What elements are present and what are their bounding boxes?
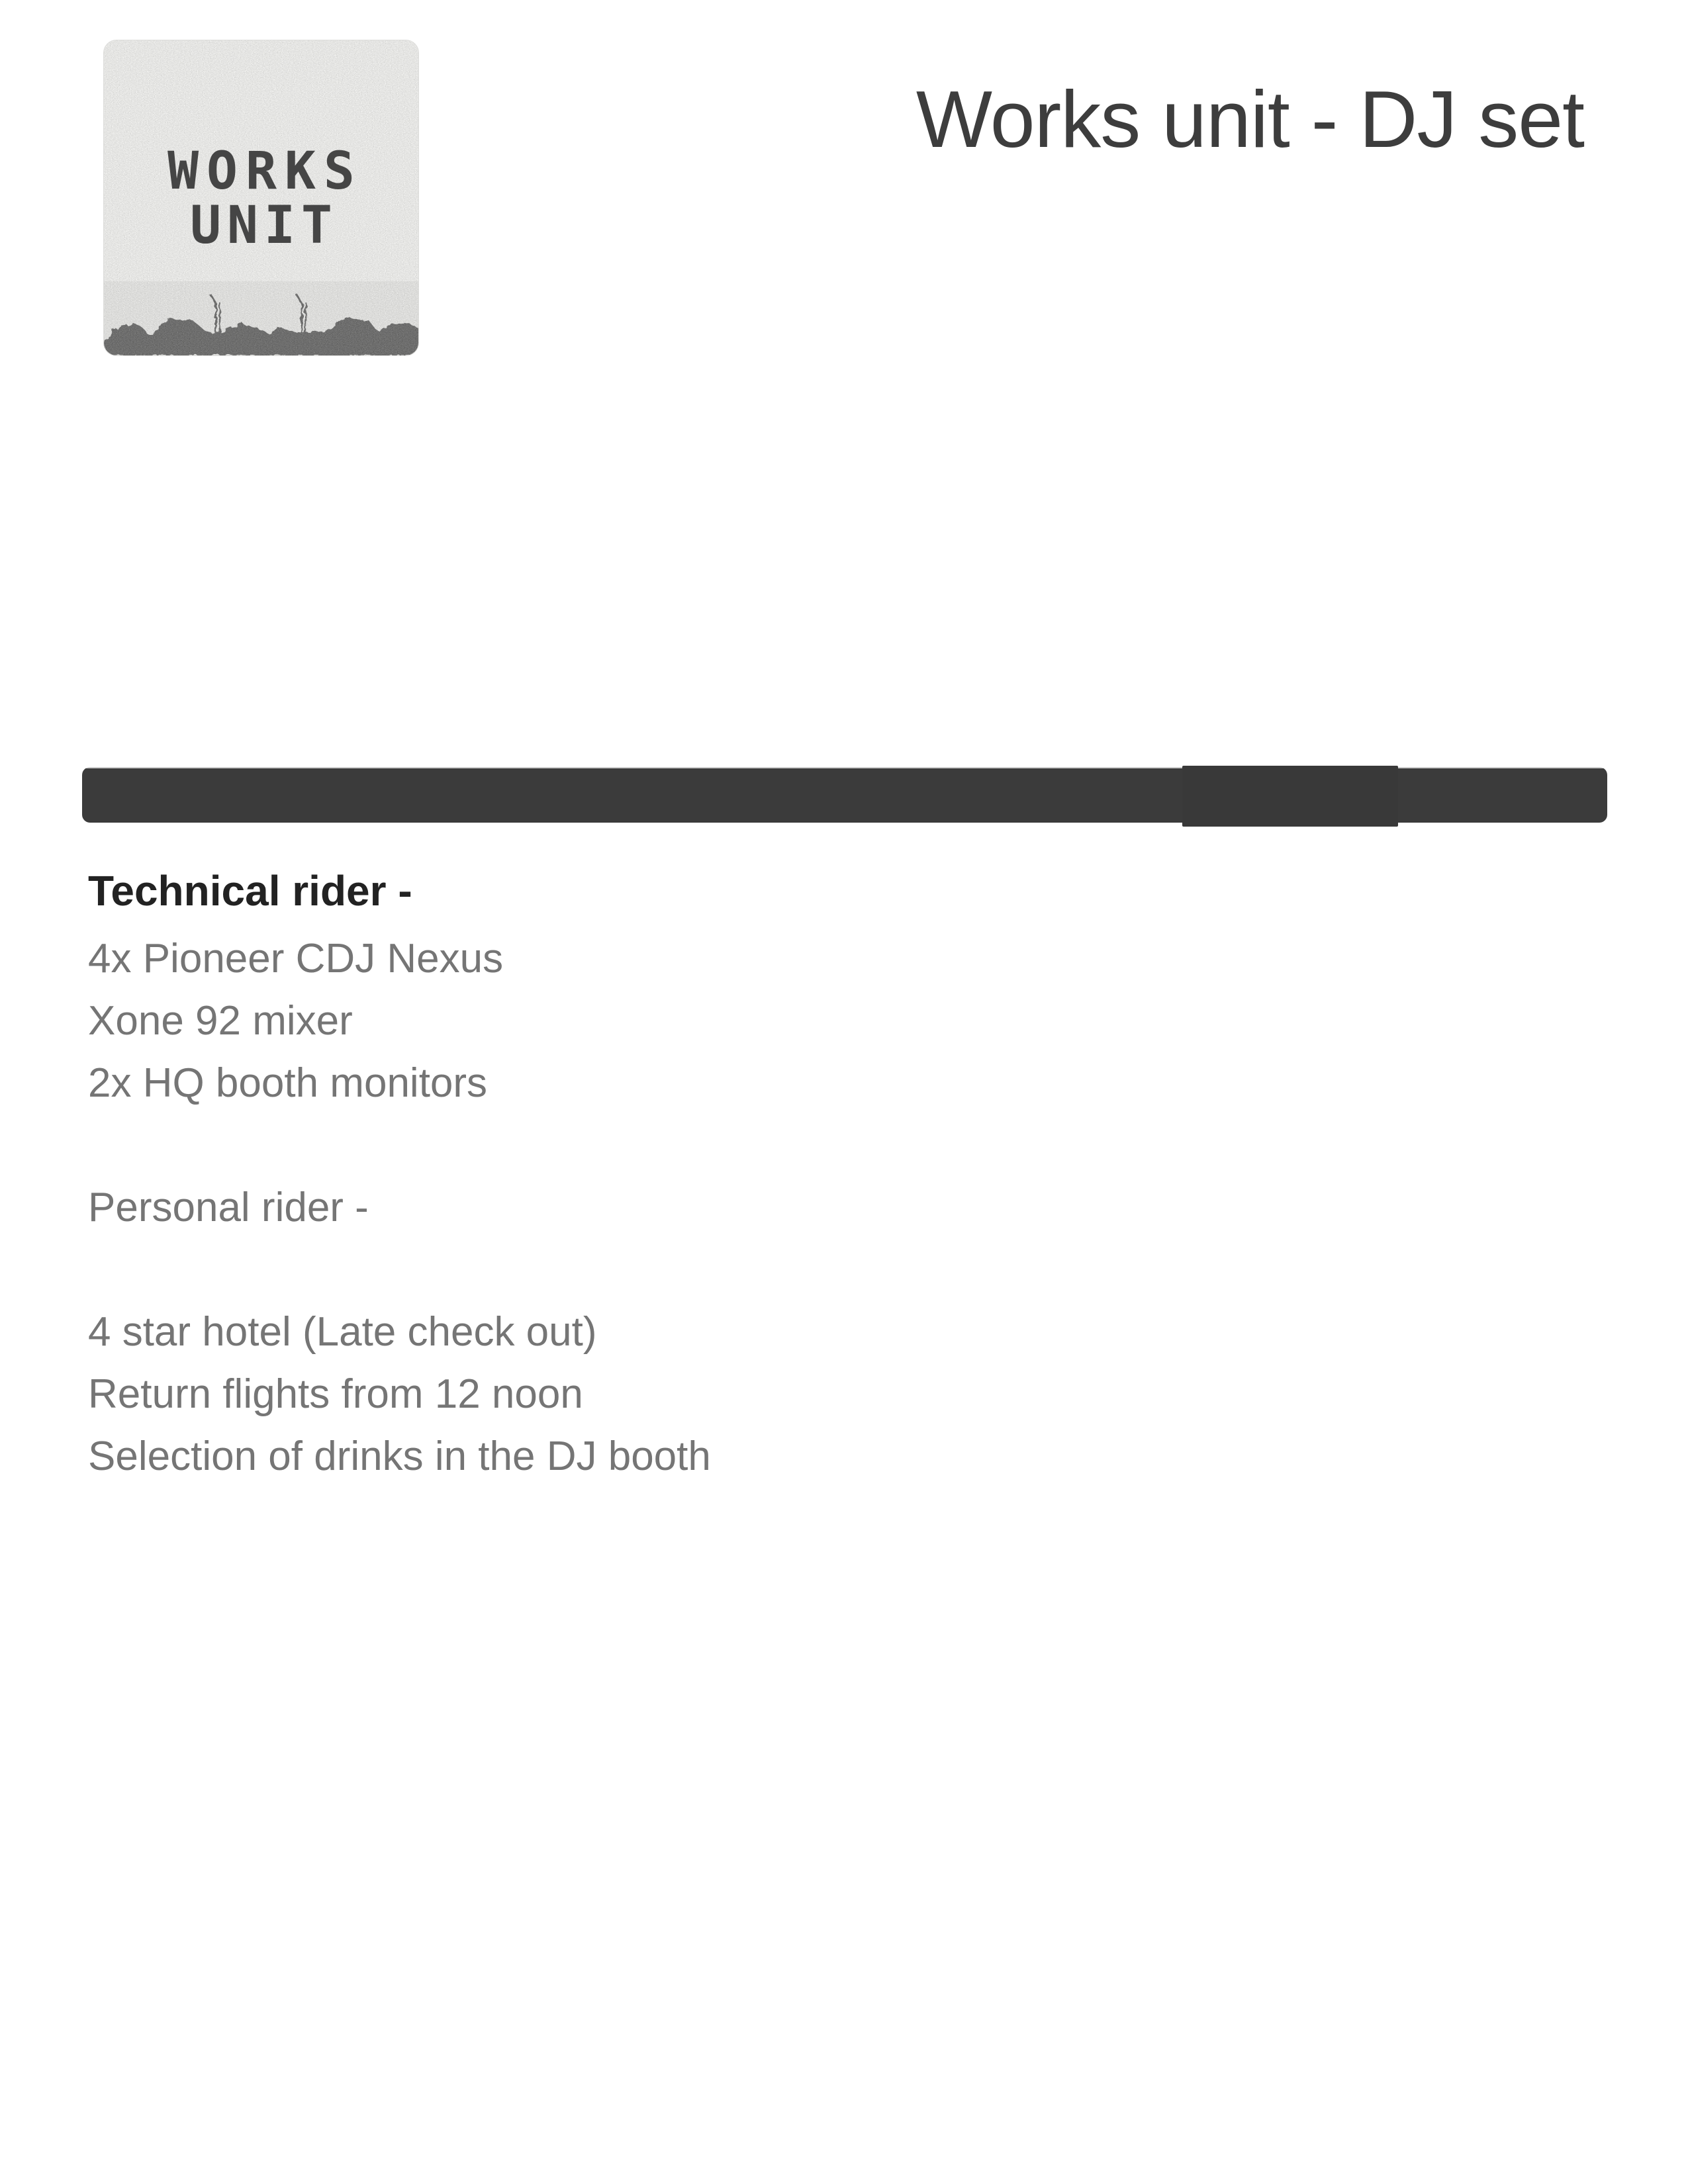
- page-title: Works unit - DJ set: [915, 74, 1584, 164]
- technical-rider-item: Xone 92 mixer: [88, 998, 353, 1044]
- technical-rider-item: 4x Pioneer CDJ Nexus: [88, 936, 504, 981]
- works-unit-logo: [103, 40, 419, 356]
- technical-rider-item: 2x HQ booth monitors: [88, 1060, 488, 1106]
- rider-content: [88, 860, 1081, 1488]
- logo-text-works: WORKS: [167, 142, 363, 201]
- logo-text-unit: UNIT: [190, 196, 338, 255]
- personal-rider-heading: Personal rider -: [88, 1185, 369, 1230]
- personal-rider-item: Return flights from 12 noon: [88, 1371, 583, 1417]
- technical-rider-heading: Technical rider -: [88, 867, 412, 915]
- industrial-skyline-icon: [104, 281, 419, 355]
- personal-rider-item: 4 star hotel (Late check out): [88, 1309, 597, 1355]
- spacer-line: [88, 1115, 1081, 1177]
- personal-rider-item: Selection of drinks in the DJ booth: [88, 1433, 711, 1479]
- divider-bar-segment: [1182, 766, 1398, 827]
- spacer-line: [88, 1239, 1081, 1301]
